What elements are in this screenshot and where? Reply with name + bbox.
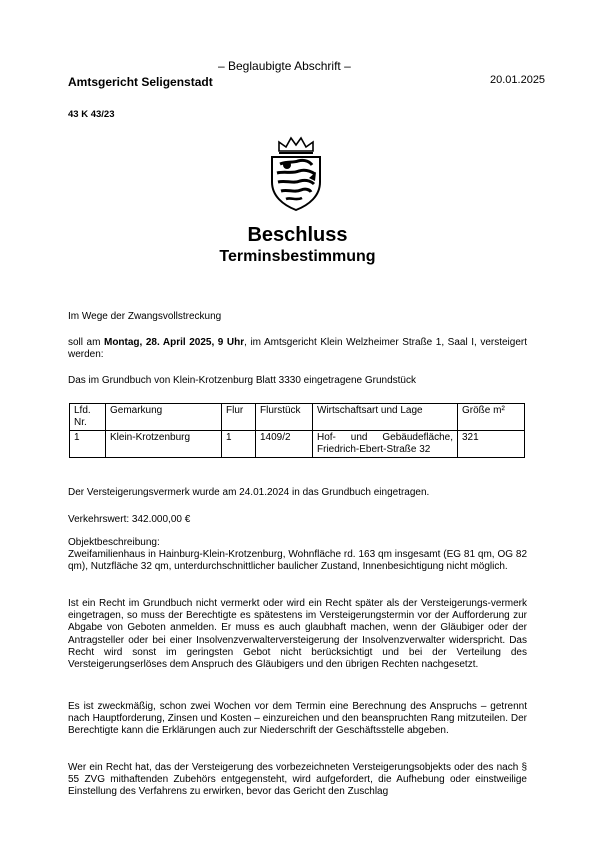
table-header: Lfd. Nr. <box>70 404 106 431</box>
table-cell: Hof- und Gebäudefläche, Friedrich-Ebert-Straße 32 <box>313 431 458 458</box>
document-title: Beschluss <box>247 224 348 246</box>
table-cell: 1409/2 <box>256 431 313 458</box>
auction-date-paragraph: soll am Montag, 28. April 2025, 9 Uhr, im Amtsgericht Klein Welzheimer Straße 1, Saal I, versteigert werden: <box>68 337 527 361</box>
intro-line: Im Wege der Zwangsvollstreckung <box>68 311 222 322</box>
hesse-coat-of-arms-icon <box>265 134 327 212</box>
objection-paragraph: Wer ein Recht hat, das der Versteigerung des vorbezeichneten Versteigerungsobjekts oder des nach § 55 ZVG mithaftenden Zubehörs entgegensteht, wird aufgefordert, die Aufhebung oder einstweilige Einstellung des Verfahrens zu erwirken, bevor das Gericht den Zuschlag <box>68 762 527 798</box>
table-cell: Klein-Krotzenburg <box>106 431 222 458</box>
table-cell: 321 <box>458 431 525 458</box>
court-name: Amtsgericht Seligenstadt <box>68 75 213 89</box>
table-cell: 1 <box>222 431 256 458</box>
copy-note: – Beglaubigte Abschrift – <box>218 59 351 73</box>
table-header-row <box>70 404 525 431</box>
land-register-line: Das im Grundbuch von Klein-Krotzenburg Blatt 3330 eingetragene Grundstück <box>68 375 416 386</box>
claim-paragraph: Es ist zweckmäßig, schon zwei Wochen vor dem Termin eine Berechnung des Anspruchs – getrennt nach Hauptforderung, Zinsen und Kosten – einzureichen und den beanspruchten Rang mitzuteilen. Der Berechtigte kann die Erklärungen auch zur Niederschrift der Geschäftsstelle abgeben. <box>68 701 527 737</box>
object-description-label: Objektbeschreibung: <box>68 537 160 548</box>
table-header: Wirtschaftsart und Lage <box>313 404 458 431</box>
table-header: Größe m² <box>458 404 525 431</box>
file-number: 43 K 43/23 <box>68 109 115 120</box>
table-header: Flurstück <box>256 404 313 431</box>
table-header: Flur <box>222 404 256 431</box>
object-description: Zweifamilienhaus in Hainburg-Klein-Krotzenburg, Wohnfläche rd. 163 qm insgesamt (EG 81 qm, OG 82 qm), Nutzfläche 32 qm, unterdurchschnittlicher baulicher Zustand, Innenbesichtigung nicht möglich. <box>68 549 527 573</box>
property-table <box>69 403 525 458</box>
table-row <box>70 431 525 458</box>
auction-notice-entry: Der Versteigerungsvermerk wurde am 24.01.2024 in das Grundbuch eingetragen. <box>68 487 430 498</box>
market-value: Verkehrswert: 342.000,00 € <box>68 514 191 525</box>
auction-date: Montag, 28. April 2025, 9 Uhr <box>103 337 245 348</box>
rights-paragraph: Ist ein Recht im Grundbuch nicht vermerkt oder wird ein Recht später als der Versteigerungs-vermerk eingetragen, so muss der Berechtigte es spätestens im Versteigerungstermin vor der Aufforderung zur Abgabe von Geboten anmelden. Er muss es auch glaubhaft machen, wenn der Gläubiger oder der Antragsteller oder bei einer Insolvenzverwalterversteigerung der Insolvenzverwalter widerspricht. Das Recht wird sonst im geringsten Gebot nicht berücksichtigt und bei der Verteilung des Versteigerungserlöses dem Anspruch des Gläubigers und den übrigen Rechten nachgesetzt. <box>68 598 527 671</box>
document-subtitle: Terminsbestimmung <box>219 248 376 265</box>
document-date: 20.01.2025 <box>490 74 546 86</box>
table-cell: 1 <box>70 431 106 458</box>
table-header: Gemarkung <box>106 404 222 431</box>
